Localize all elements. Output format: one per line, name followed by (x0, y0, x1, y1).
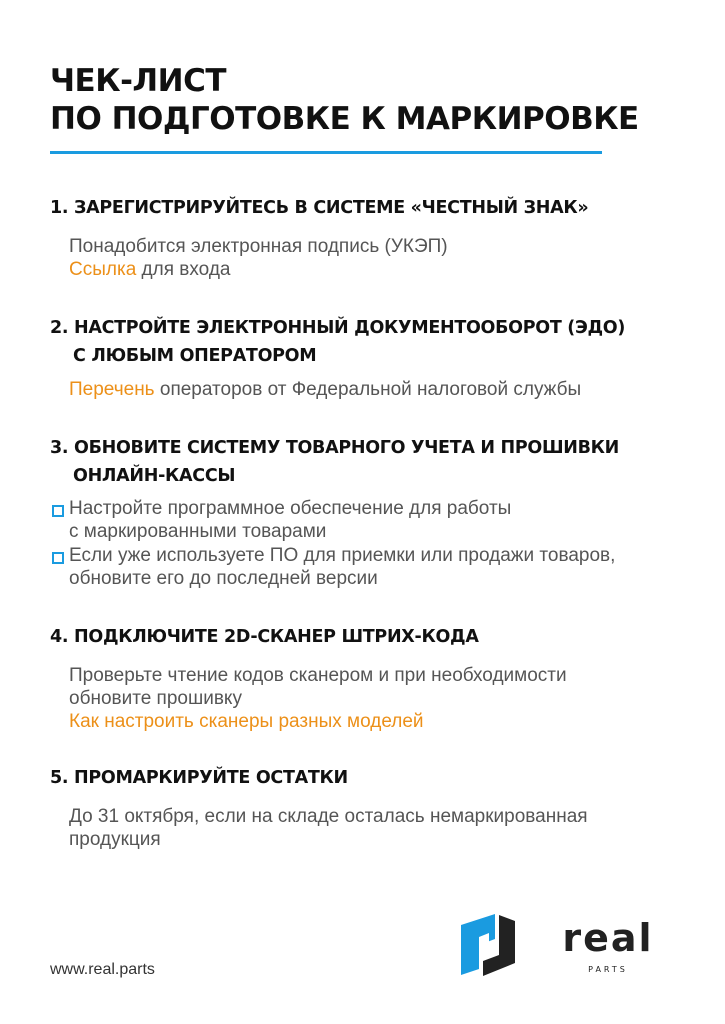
step-2-body (69, 378, 581, 401)
step-4-text-line2: обновите прошивку (69, 688, 242, 709)
step-4-text-line1: Проверьте чтение кодов сканером и при необходимости (69, 665, 567, 686)
step-3-item-2-line1: Если уже используете ПО для приемки или продажи товаров, (69, 545, 616, 566)
step-3-heading-line1: 3. ОБНОВИТЕ СИСТЕМУ ТОВАРНОГО УЧЕТА И ПРОШИВКИ (50, 438, 620, 458)
step-1-body (69, 235, 448, 281)
login-link[interactable]: Ссылка (69, 259, 137, 280)
logo-wordmark: real (562, 916, 654, 960)
website-url: www.real.parts (50, 961, 155, 978)
page-title (50, 62, 639, 138)
step-5-text-line1: До 31 октября, если на складе осталась немаркированная (69, 806, 588, 827)
checkbox-icon[interactable] (52, 505, 64, 517)
step-3-heading-line2: ОНЛАЙН-КАССЫ (73, 466, 236, 486)
step-1-heading: 1. ЗАРЕГИСТРИРУЙТЕСЬ В СИСТЕМЕ «ЧЕСТНЫЙ ЗНАК» (50, 198, 589, 218)
page-title-line1: ЧЕК-ЛИСТ (50, 63, 227, 99)
step-4-link-line (69, 710, 567, 733)
step-2-heading (50, 314, 625, 370)
step-3-item-2 (69, 544, 615, 590)
step-1-link-suffix: для входа (136, 259, 231, 280)
title-divider (50, 151, 602, 154)
scanner-setup-link[interactable]: Как настроить сканеры разных моделей (69, 711, 424, 732)
step-2-link-line (69, 378, 581, 401)
step-3-heading (50, 434, 619, 490)
step-3-item-1 (69, 497, 511, 543)
step-5-body (69, 805, 588, 851)
step-3-item-1-line1: Настройте программное обеспечение для работы (69, 498, 512, 519)
step-1-link-line (69, 258, 448, 281)
step-4-heading: 4. ПОДКЛЮЧИТЕ 2D-СКАНЕР ШТРИХ-КОДА (50, 627, 479, 647)
step-2-heading-line2: С ЛЮБЫМ ОПЕРАТОРОМ (73, 346, 317, 366)
step-4-body (69, 664, 567, 733)
checkbox-icon[interactable] (52, 552, 64, 564)
logo-subtitle: PARTS (588, 965, 628, 974)
step-3-item-2-line2: обновите его до последней версии (69, 568, 378, 589)
step-2-link-suffix: операторов от Федеральной налоговой службы (154, 379, 582, 400)
real-parts-logo-icon (459, 913, 519, 977)
step-3-item-1-line2: с маркированными товарами (69, 521, 327, 542)
operators-list-link[interactable]: Перечень (69, 379, 155, 400)
step-2-heading-line1: 2. НАСТРОЙТЕ ЭЛЕКТРОННЫЙ ДОКУМЕНТООБОРОТ (ЭДО) (50, 318, 626, 338)
step-5-heading: 5. ПРОМАРКИРУЙТЕ ОСТАТКИ (50, 768, 348, 788)
step-1-text: Понадобится электронная подпись (УКЭП) (69, 236, 448, 257)
page-title-line2: ПО ПОДГОТОВКЕ К МАРКИРОВКЕ (50, 101, 639, 137)
step-5-text-line2: продукция (69, 829, 161, 850)
